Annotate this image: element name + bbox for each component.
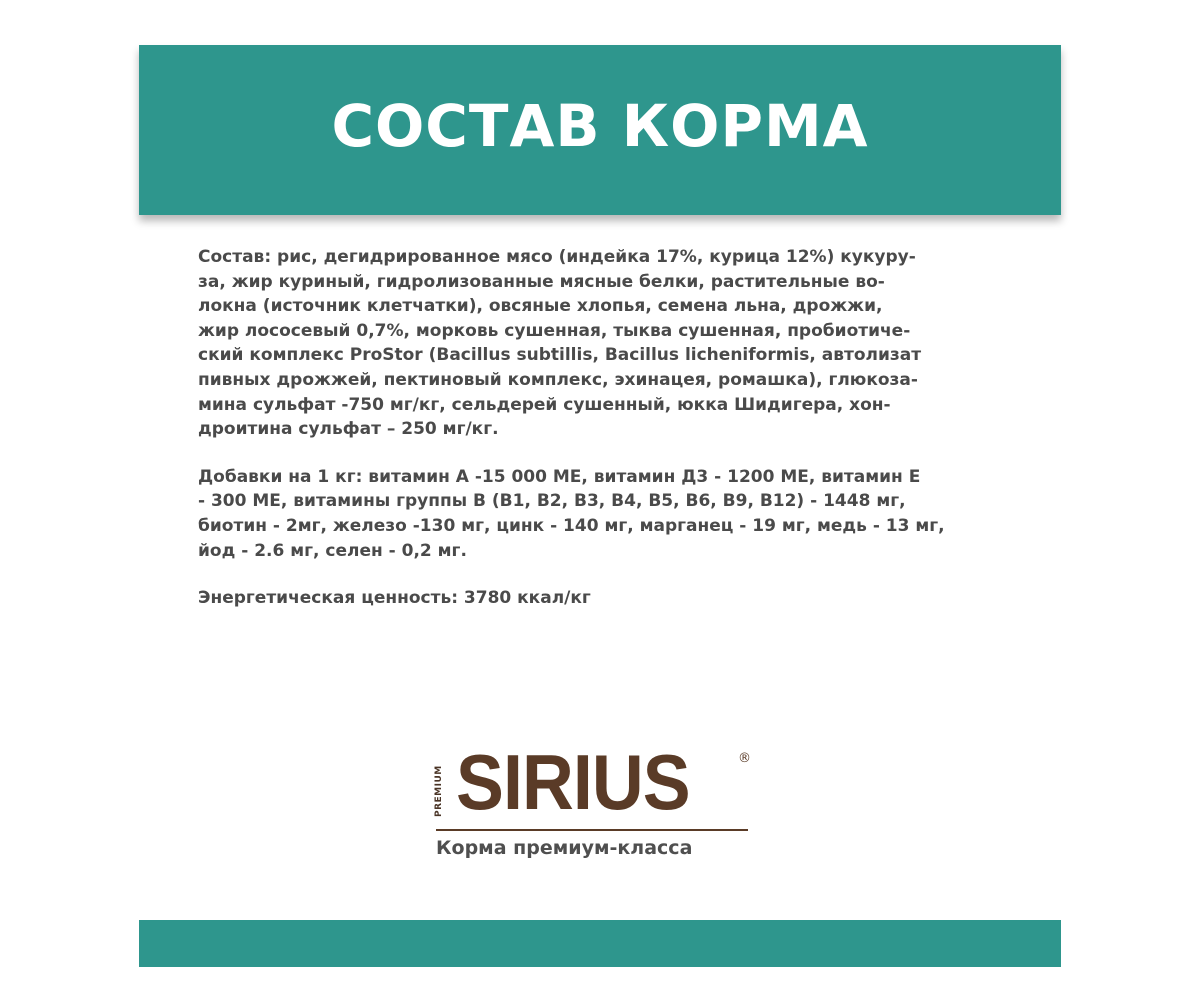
header-band <box>139 45 1061 215</box>
composition-line: дроитина сульфат – 250 мг/кг. <box>198 419 499 440</box>
registered-mark: ® <box>738 751 751 766</box>
composition-line: жир лососевый 0,7%, морковь сушенная, тыква сушенная, пробиотиче- <box>198 320 911 341</box>
logo-brand-name: SIRIUS <box>456 738 690 826</box>
composition-paragraph <box>198 245 1008 442</box>
composition-line: за, жир куриный, гидролизованные мясные белки, растительные во- <box>198 271 885 292</box>
composition-line: ский комплекс ProStor (Bacillus subtillis, Bacillus licheniformis, автолизат <box>198 345 922 366</box>
composition-line: локна (источник клетчатки), овсяные хлопья, семена льна, дрожжи, <box>198 296 883 317</box>
additives-paragraph <box>198 465 1008 563</box>
additives-line: Добавки на 1 кг: витамин А -15 000 МЕ, витамин Д3 - 1200 МЕ, витамин Е <box>198 466 921 487</box>
additives-line: йод - 2.6 мг, селен - 0,2 мг. <box>198 540 467 561</box>
composition-line: мина сульфат -750 мг/кг, сельдерей сушенный, юкка Шидигера, хон- <box>198 394 891 415</box>
logo-divider <box>436 829 748 831</box>
logo-tagline: Корма премиум-класса <box>436 837 693 859</box>
logo-premium-label: PREMIUM <box>434 765 444 817</box>
energy-paragraph <box>198 586 1008 611</box>
composition-line: пивных дрожжей, пектиновый комплекс, эхинацея, ромашка), глюкоза- <box>198 369 918 390</box>
page-title: СОСТАВ КОРМА <box>331 92 869 160</box>
composition-line: Состав: рис, дегидрированное мясо (индейка 17%, курица 12%) кукуру- <box>198 247 916 267</box>
footer-band <box>139 920 1061 967</box>
content <box>198 245 1008 634</box>
energy-value: Энергетическая ценность: 3780 ккал/кг <box>198 588 591 609</box>
additives-line: биотин - 2мг, железо -130 мг, цинк - 140 мг, марганец - 19 мг, медь - 13 мг, <box>198 515 945 536</box>
additives-line: - 300 МЕ, витамины группы В (В1, В2, В3, В4, В5, В6, В9, В12) - 1448 мг, <box>198 491 906 512</box>
brand-logo <box>434 738 764 865</box>
